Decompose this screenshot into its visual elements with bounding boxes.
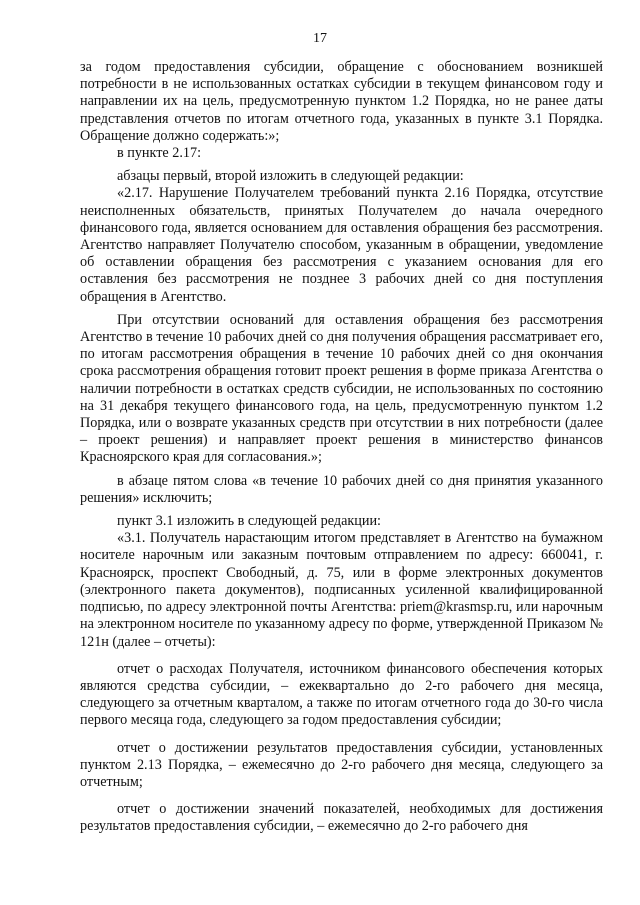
paragraph: за годом предоставления субсидии, обращение с обоснованием возникшей потребности в не использованных остатках субсидии в текущем финансовом году и направлении их на цель, предусмотренную пунктом 1.2 Порядка, но не ранее даты представления отчетов по итогам отчетного года, указанных в пункте 3.1 Порядка. Обращение должно содержать:»; bbox=[80, 59, 603, 144]
paragraph: отчет о достижении результатов предоставления субсидии, установленных пунктом 2.13 Порядка, – ежемесячно до 2-го рабочего дня месяца, следующего за отчетным; bbox=[80, 739, 603, 790]
page-number: 17 bbox=[313, 31, 327, 46]
paragraph: абзацы первый, второй изложить в следующей редакции: bbox=[117, 168, 464, 185]
paragraph: При отсутствии оснований для оставления обращения без рассмотрения Агентство в течение 10 рабочих дней со дня получения обращения рассматривает его, по итогам рассмотрения обращения в течение 10 рабочих дней со дня окончания срока рассмотрения обращения готовит проект решения в форме приказа Агентства о наличии потребности в остатках средств субсидии, не использованных по состоянию на 31 декабря текущего финансового года, на цель, предусмотренную пунктом 1.2 Порядка, или о возврате указанных средств при отсутствии в них потребности (далее – проект решения) и направляет проект решения в министерство финансов Красноярского края для согласования.»; bbox=[80, 311, 603, 466]
paragraph: «2.17. Нарушение Получателем требований пункта 2.16 Порядка, отсутствие неисполненных обязательств, принятых Получателем до начала очередного финансового года, является основанием для оставления обращения без рассмотрения. Агентство направляет Получателю способом, указанным в обращении, уведомление об оставлении обращения без рассмотрения с указанием основания для его оставления без рассмотрения не позднее 3 рабочих дней со дня поступления обращения в Агентство. bbox=[80, 185, 603, 305]
paragraph: в пункте 2.17: bbox=[117, 145, 202, 162]
paragraph: «3.1. Получатель нарастающим итогом представляет в Агентство на бумажном носителе нарочным или заказным почтовым отправлением по адресу: 660041, г. Красноярск, проспект Свободный, д. 75, или в форме электронных документов (электронного пакета документов), подписанных усиленной квалифицированной подписью, по адресу электронной почты Агентства: priem@krasmsp.ru, или нарочным на электронном носителе по указанному адресу по форме, утвержденной Приказом № 121н (далее – отчеты): bbox=[80, 530, 603, 650]
paragraph: отчет о расходах Получателя, источником финансового обеспечения которых являются средства субсидии, – ежеквартально до 2-го рабочего дня месяца, следующего за отчетным кварталом, а также по итогам отчетного года до 30-го числа первого месяца года, следующего за годом предоставления субсидии; bbox=[80, 660, 603, 729]
paragraph: отчет о достижении значений показателей, необходимых для достижения результатов предоставления субсидии, – ежемесячно до 2-го рабочего дня bbox=[80, 801, 603, 835]
paragraph: в абзаце пятом слова «в течение 10 рабочих дней со дня принятия указанного решения» исключить; bbox=[80, 472, 603, 506]
document-body bbox=[80, 59, 603, 836]
paragraph: пункт 3.1 изложить в следующей редакции: bbox=[117, 513, 381, 530]
